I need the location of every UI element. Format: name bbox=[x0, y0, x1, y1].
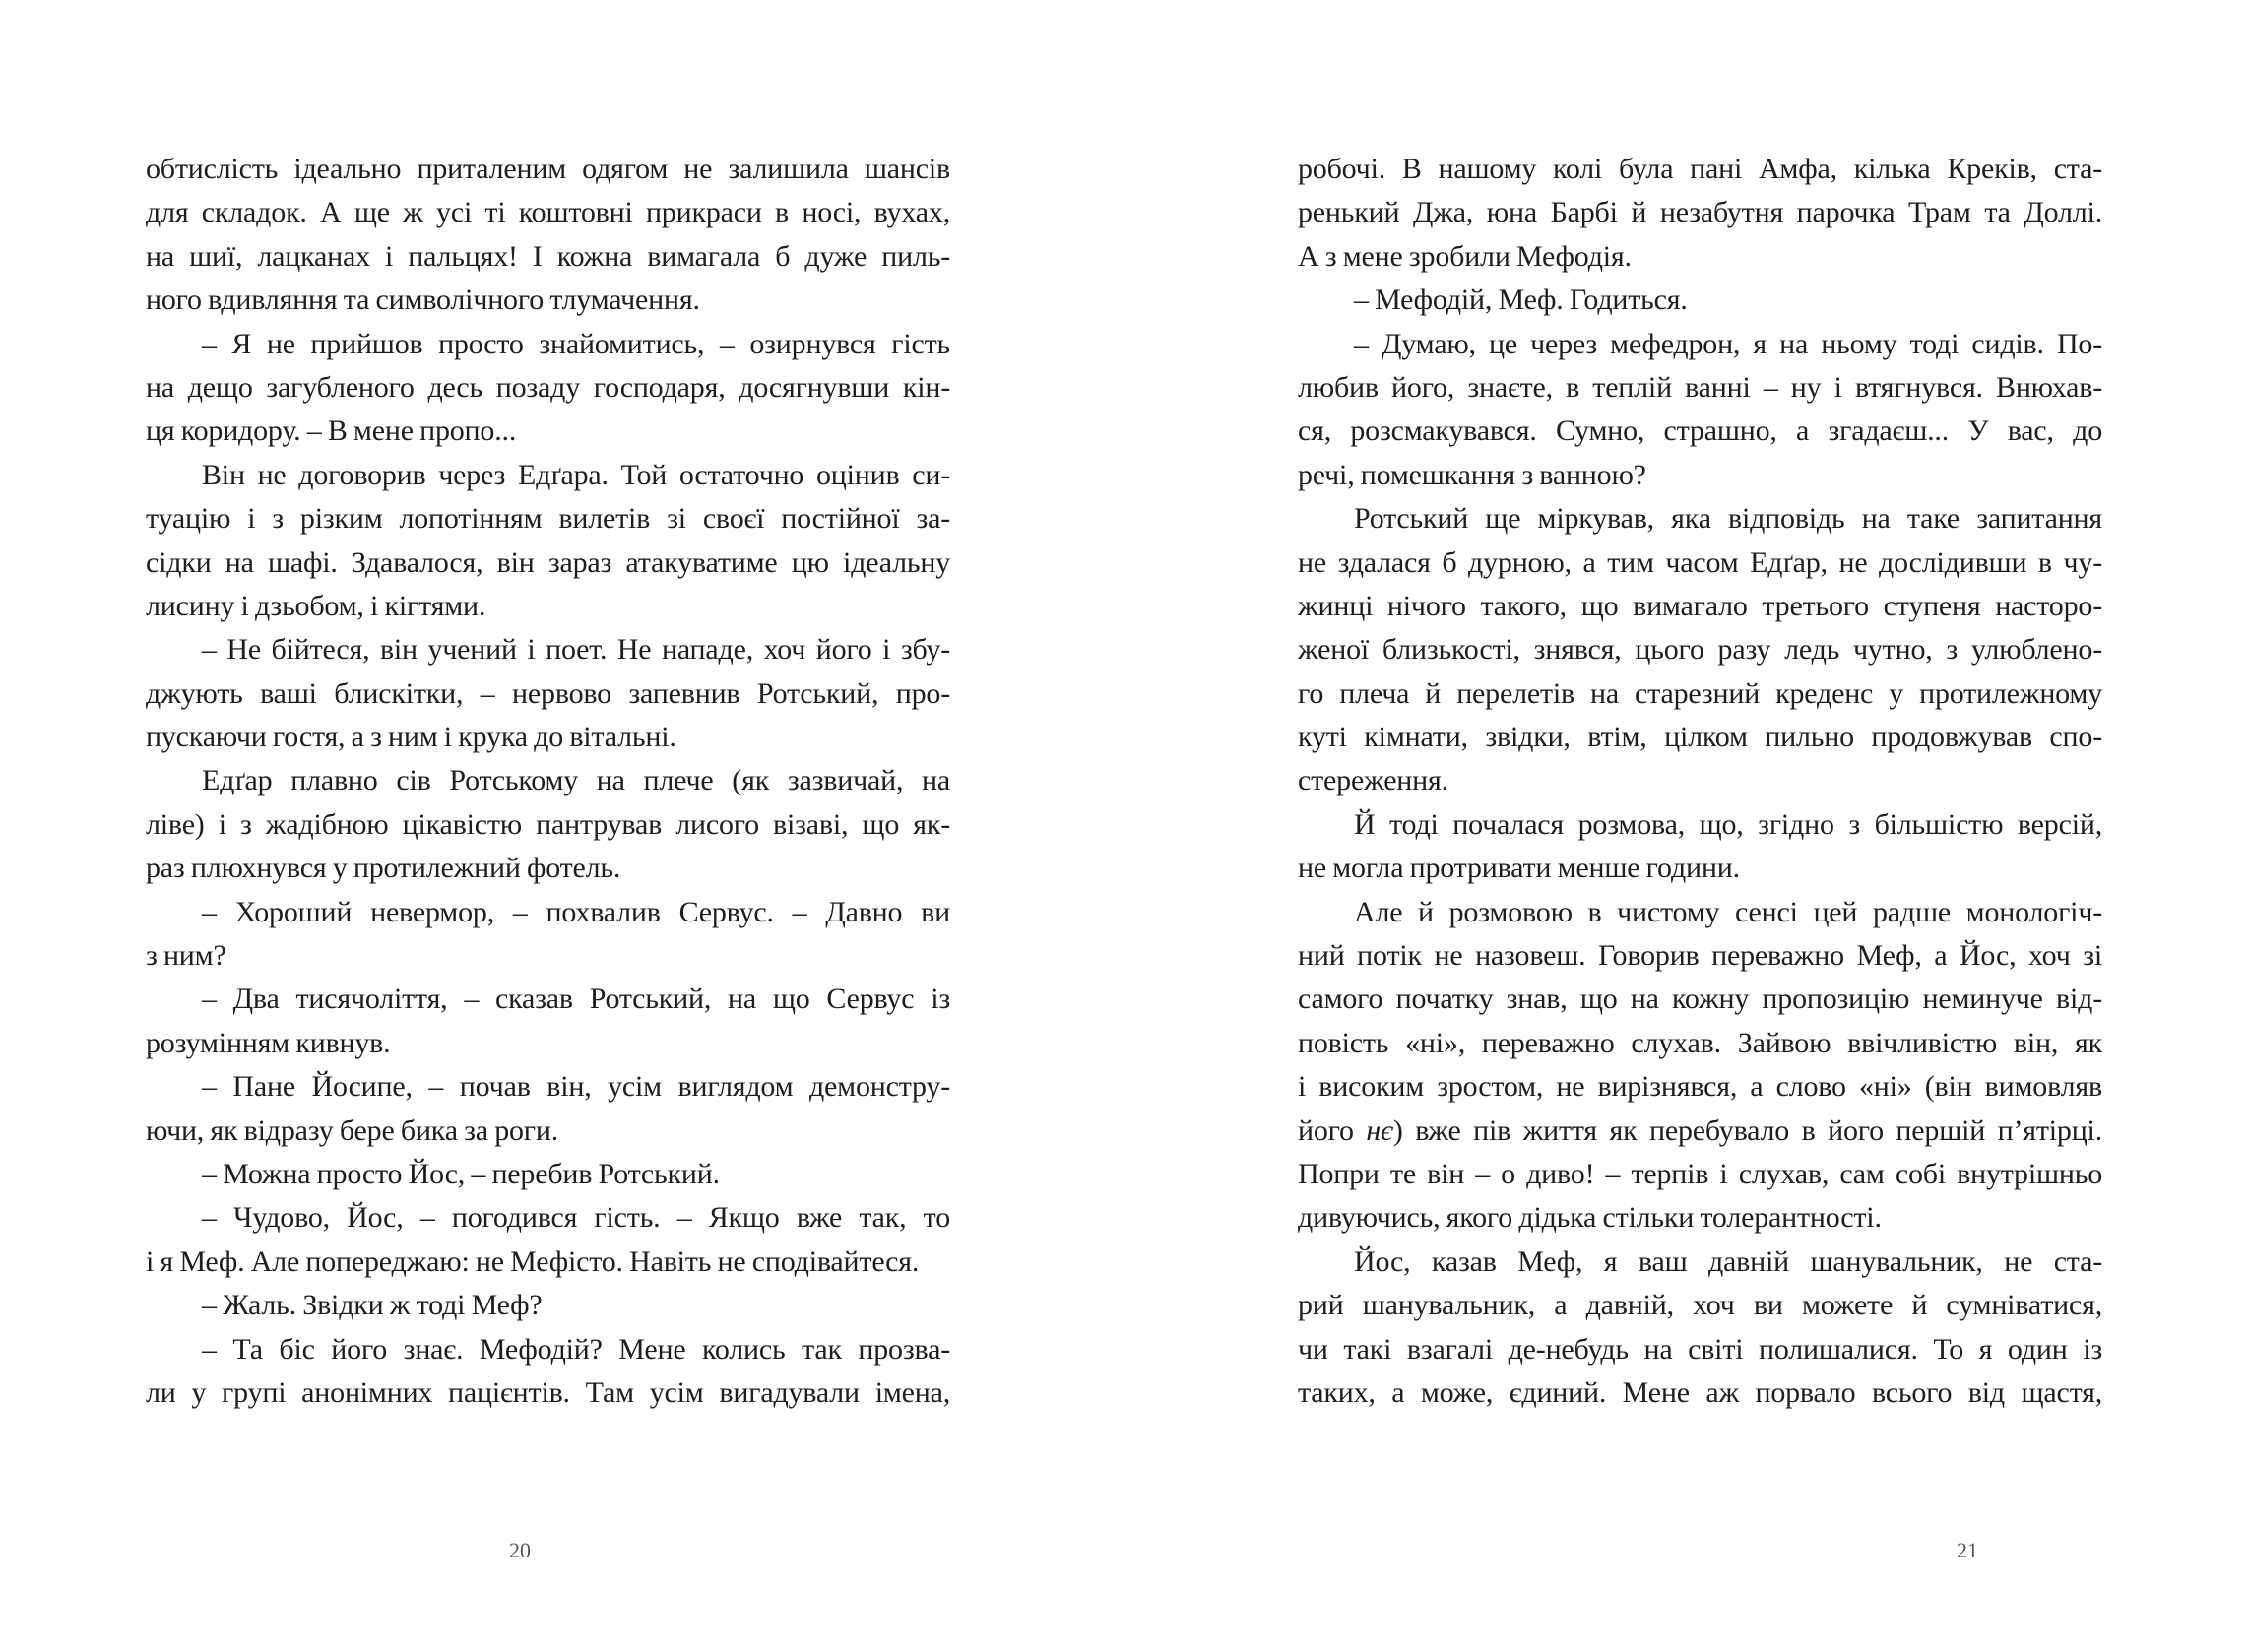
text-line: ного вдивляння та символічного тлумачення. bbox=[146, 284, 700, 317]
text-line: ли у групі анонімних пацієнтів. Там усім вигадували імена, bbox=[146, 1375, 950, 1409]
paragraph-first-line: – Думаю, це через мефедрон, я на ньому тоді сидів. По- bbox=[1354, 327, 2102, 360]
paragraph-first-line: – Хороший невермор, – похвалив Сервус. – Давно ви bbox=[202, 895, 950, 928]
text-line: на дещо загубленого десь позаду господаря, досягнувши кін- bbox=[146, 370, 950, 404]
paragraph-first-line: – Жаль. Звідки ж тоді Меф? bbox=[202, 1289, 543, 1322]
page-number-left: 20 bbox=[509, 1538, 531, 1562]
text-line: женої близькості, знявся, цього разу ледь чутно, з улюблено- bbox=[1298, 633, 2102, 667]
paragraph-first-line: – Два тисячоліття, – сказав Ротський, на що Сервус із bbox=[202, 983, 950, 1016]
text-line: дивуючись, якого дідька стільки толерантності. bbox=[1298, 1201, 1882, 1235]
paragraph-first-line: – Пане Йосипе, – почав він, усім виглядом демонстру- bbox=[202, 1070, 950, 1104]
text-line: го плеча й перелетів на старезний креденс у протилежному bbox=[1298, 676, 2102, 710]
text-line: обтислість ідеально приталеним одягом не залишила шансів bbox=[146, 153, 950, 185]
paragraph-first-line: – Та біс його знає. Мефодій? Мене колись так прозва- bbox=[202, 1332, 950, 1366]
text-line: на шиї, лацканах і пальцях! І кожна вимагала б дуже пиль- bbox=[146, 239, 950, 273]
text-line: лисину і дзьобом, і кігтями. bbox=[146, 589, 486, 622]
right-page bbox=[1124, 0, 2249, 1652]
text-line: жинці нічого такого, що вимагало третього ступеня насторо- bbox=[1298, 589, 2102, 622]
paragraph-first-line: Йос, казав Меф, я ваш давній шанувальник, не ста- bbox=[1354, 1244, 2102, 1278]
text-line: джують ваші блискітки, – нервово запевнив Ротський, про- bbox=[146, 676, 950, 710]
text-line: ся, розсмакувався. Сумно, страшно, а згадаєш... У вас, до bbox=[1298, 414, 2102, 448]
text-line: ючи, як відразу бере бика за роги. bbox=[146, 1113, 559, 1147]
text-line: туацію і з різким лопотінням вилетів зі своєї постійної за- bbox=[146, 502, 950, 536]
left-page-text bbox=[146, 148, 950, 1415]
text-line: сідки на шафі. Здавалося, він зараз атакуватиме цю ідеальну bbox=[146, 545, 950, 579]
text-line: робочі. В нашому колі була пані Амфа, кілька Креків, ста- bbox=[1298, 153, 2102, 185]
text-line: і високим зростом, не вирізнявся, а слово «ні» (він вимовляв bbox=[1298, 1070, 2102, 1104]
text-line: А з мене зробили Мефодія. bbox=[1298, 239, 1632, 273]
text-line: Попри те він – о диво! – терпів і слухав, сам собі внутрішньо bbox=[1298, 1157, 2102, 1190]
paragraph-first-line: Ротський ще міркував, яка відповідь на таке запитання bbox=[1354, 502, 2102, 536]
text-line: його нє) вже пів життя як перебувало в його першій п’ятірці. bbox=[1298, 1113, 2102, 1147]
text-line: ний потік не назовеш. Говорив переважно Меф, а Йос, хоч зі bbox=[1298, 939, 2102, 973]
text-line: повість «ні», переважно слухав. Зайвою ввічливістю він, як bbox=[1298, 1026, 2102, 1059]
text-line: раз плюхнувся у протилежний фотель. bbox=[146, 852, 621, 885]
paragraph-first-line: Едґар плавно сів Ротському на плече (як зазвичай, на bbox=[202, 764, 950, 797]
text-line: любив його, знаєте, в теплій ванні – ну і втягнувся. Внюхав- bbox=[1298, 370, 2102, 404]
paragraph-first-line: – Чудово, Йос, – погодився гість. – Якщо вже так, то bbox=[202, 1201, 950, 1235]
paragraph-first-line: Але й розмовою в чистому сенсі цей радше монологіч- bbox=[1354, 895, 2102, 928]
page-number-right: 21 bbox=[1957, 1538, 1978, 1562]
text-line: куті кімнати, звідки, втім, цілком пильно продовжував спо- bbox=[1298, 721, 2102, 754]
paragraph-first-line: Він не договорив через Едґара. Той остаточно оцінив си- bbox=[202, 458, 950, 491]
paragraph-first-line: – Можна просто Йос, – перебив Ротський. bbox=[202, 1157, 720, 1190]
text-line: речі, помешкання з ванною? bbox=[1298, 458, 1646, 491]
italic-word: нє bbox=[1366, 1113, 1393, 1147]
paragraph-first-line: Й тоді почалася розмова, що, згідно з більшістю версій, bbox=[1354, 807, 2102, 841]
text-line: ця коридору. – В мене пропо... bbox=[146, 414, 517, 448]
text-line: розумінням кивнув. bbox=[146, 1026, 391, 1059]
text-line: ліве) і з жадібною цікавістю пантрував лисого візаві, що як- bbox=[146, 807, 950, 841]
paragraph-first-line: – Мефодій, Меф. Годиться. bbox=[1354, 284, 1688, 317]
text-line: для складок. А ще ж усі ті коштовні прикраси в носі, вухах, bbox=[146, 196, 950, 229]
text-line: не здалася б дурною, а тим часом Едґар, не дослідивши в чу- bbox=[1298, 545, 2102, 579]
paragraph-first-line: – Я не прийшов просто знайомитись, – озирнувся гість bbox=[202, 327, 950, 360]
text-line: стереження. bbox=[1298, 764, 1448, 797]
text-line: чи такі взагалі де-небудь на світі полишалися. То я один із bbox=[1298, 1332, 2102, 1366]
text-line: не могла протривати менше години. bbox=[1298, 852, 1740, 885]
text-line: рий шанувальник, а давній, хоч ви можете й сумніватися, bbox=[1298, 1289, 2102, 1322]
text-line: самого початку знав, що на кожну пропозицію неминуче від- bbox=[1298, 983, 2102, 1016]
right-page-text bbox=[1298, 148, 2102, 1415]
text-line: з ним? bbox=[146, 939, 226, 973]
text-line: таких, а може, єдиний. Мене аж порвало всього від щастя, bbox=[1298, 1375, 2102, 1409]
paragraph-first-line: – Не бійтеся, він учений і поет. Не нападе, хоч його і збу- bbox=[202, 633, 950, 667]
left-page bbox=[0, 0, 1124, 1652]
text-line: ренький Джа, юна Барбі й незабутня парочка Трам та Доллі. bbox=[1298, 196, 2102, 229]
text-line: пускаючи гостя, а з ним і крука до вітальні. bbox=[146, 721, 676, 754]
text-line: і я Меф. Але попереджаю: не Мефісто. Навіть не сподівайтеся. bbox=[146, 1244, 920, 1278]
